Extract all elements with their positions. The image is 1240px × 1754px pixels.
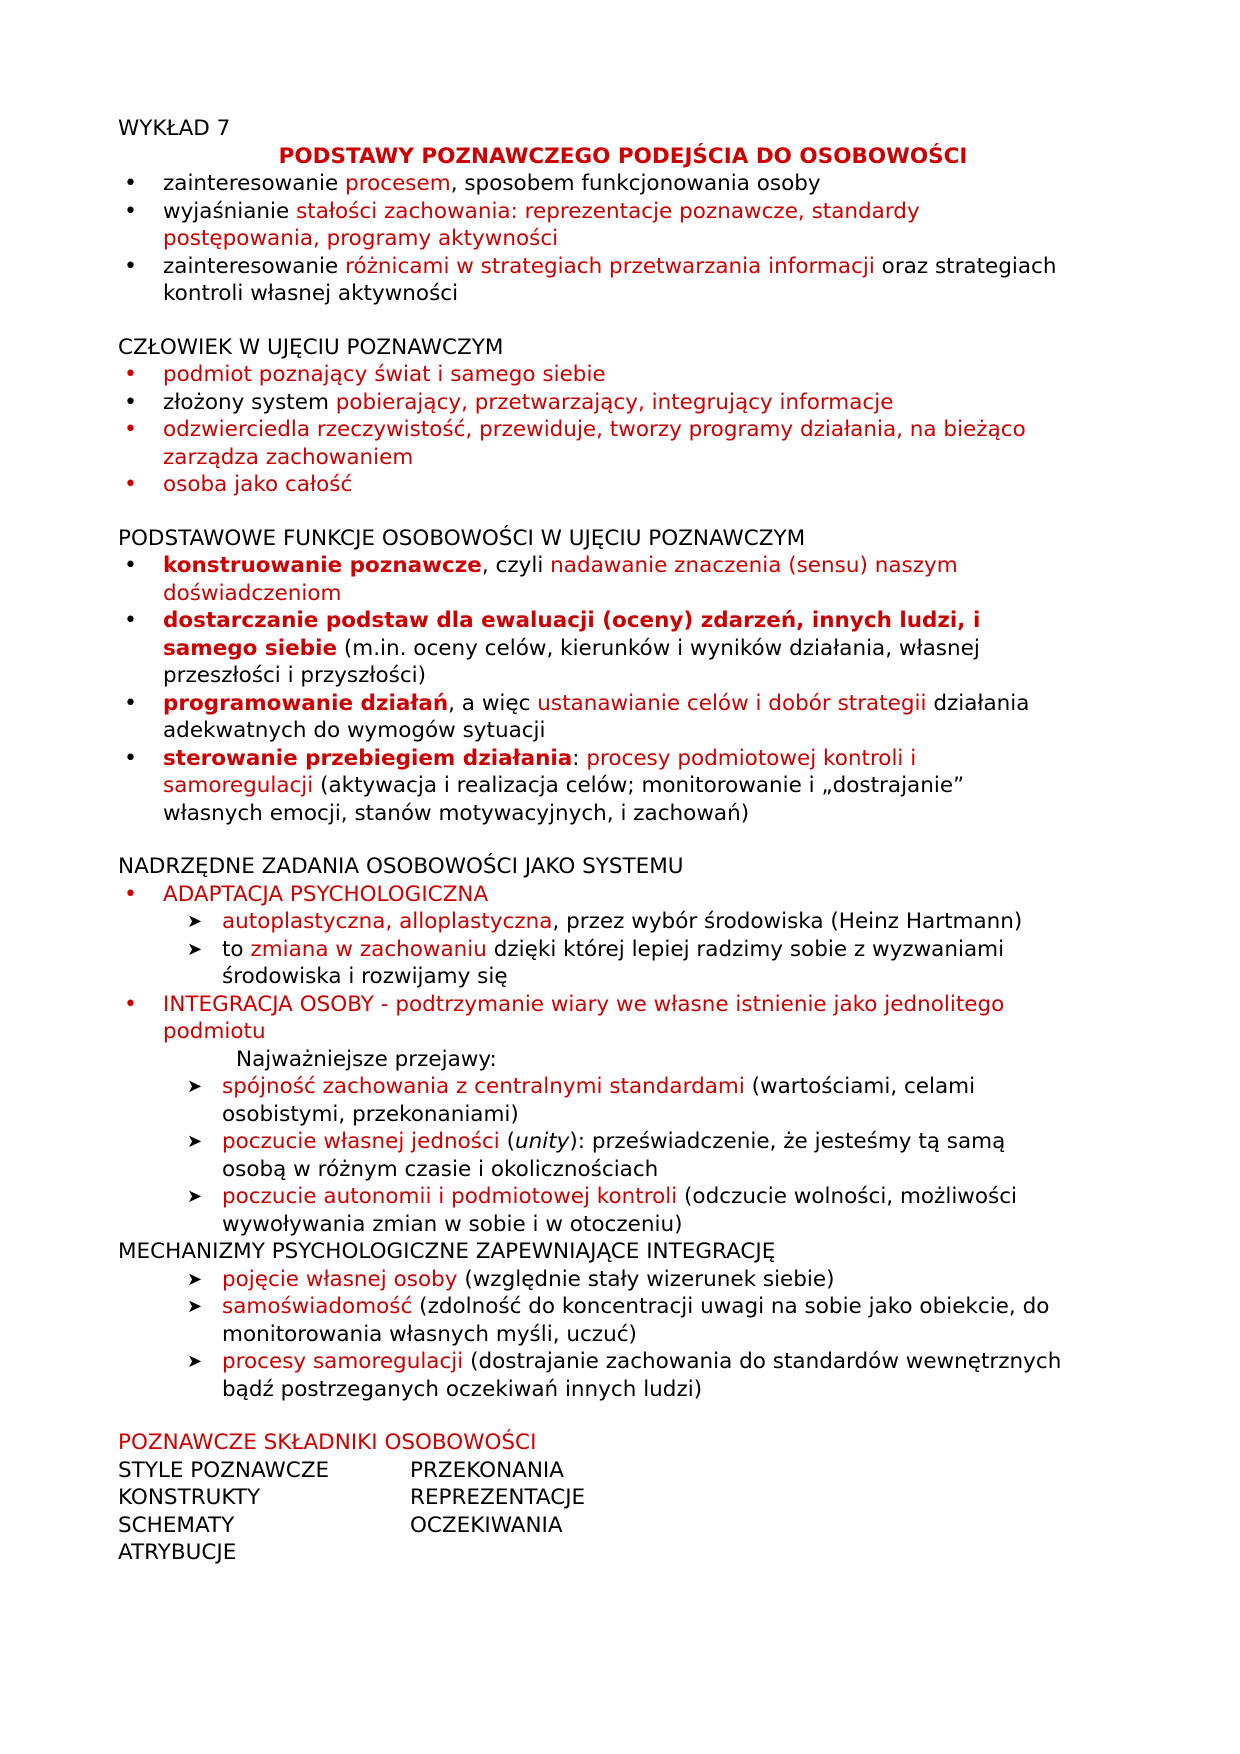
task-label: podmiotu: [163, 1019, 266, 1044]
section-components: [118, 1429, 1128, 1567]
highlight-text: samoregulacji: [163, 773, 314, 798]
highlight-text: procesem: [345, 171, 451, 196]
section-functions: [118, 525, 1128, 828]
intro-list: [118, 170, 1128, 308]
list-item: • osoba jako całość: [118, 471, 1128, 499]
item-text: , a więc: [448, 690, 538, 716]
item-text: , przez wybór środowiska (Heinz Hartmann): [552, 909, 1023, 934]
component-cell: PRZEKONANIA: [410, 1457, 564, 1483]
adaptation-sublist: [118, 908, 1128, 991]
list-item: [118, 1293, 1128, 1348]
item-text: (dostrajanie zachowania do standardów wewnętrznych: [463, 1349, 1062, 1374]
list-item: [118, 198, 1128, 253]
item-text: monitorowania własnych myśli, uczuć): [222, 1321, 637, 1347]
section-tasks: [118, 853, 1128, 1238]
list-item: [118, 881, 1128, 909]
item-text: (odczucie wolności, możliwości: [677, 1184, 1018, 1209]
bold-term: samego siebie: [163, 635, 338, 661]
document-title: PODSTAWY POZNAWCZEGO PODEJŚCIA DO OSOBOWOŚCI: [278, 143, 968, 169]
item-text: złożony system: [163, 389, 336, 415]
person-list: [118, 361, 1128, 499]
item-text: ): przeświadczenie, że jesteśmy tą samą: [569, 1129, 1006, 1154]
item-text: kontroli własnej aktywności: [163, 281, 459, 306]
section-heading: POZNAWCZE SKŁADNIKI OSOBOWOŚCI: [118, 1430, 537, 1455]
highlight-text: doświadczeniom: [163, 580, 342, 606]
item-text: zainteresowanie: [163, 171, 346, 196]
item-text: środowiska i rozwijamy się: [222, 964, 508, 989]
section-heading: PODSTAWOWE FUNKCJE OSOBOWOŚCI W UJĘCIU POZNAWCZYM: [118, 525, 806, 551]
highlight-text: pobierający, przetwarzający, integrujący informacje: [335, 389, 894, 415]
highlight-text: procesy podmiotowej kontroli i: [586, 745, 917, 771]
item-text: oraz strategiach: [874, 253, 1057, 279]
document-page: [118, 115, 1128, 1567]
list-item: [118, 1348, 1128, 1403]
lecture-label: WYKŁAD 7: [118, 116, 231, 141]
task-label: • INTEGRACJA OSOBY - podtrzymanie wiary we własne istnienie jako jednolitego: [163, 991, 1005, 1017]
item-text: osobą w różnym czasie i okolicznościach: [222, 1156, 659, 1182]
manifestations-note: Najważniejsze przejawy:: [236, 1046, 497, 1072]
item-text: zarządza zachowaniem: [163, 444, 414, 470]
mechanisms-list: [118, 1266, 1128, 1404]
functions-list: [118, 552, 1128, 827]
list-item: [118, 1266, 1128, 1294]
list-item: [118, 936, 1128, 991]
highlight-text: różnicami w strategiach przetwarzania informacji: [345, 253, 875, 279]
highlight-text: stałości zachowania: reprezentacje poznawcze, standardy: [296, 198, 920, 224]
list-item: [118, 690, 1128, 745]
list-item: • podmiot poznający świat i samego siebie: [118, 361, 1128, 389]
list-item: [118, 253, 1128, 308]
component-cell: ATRYBUCJE: [118, 1540, 237, 1565]
list-item: [118, 745, 1128, 828]
list-item: [118, 416, 1128, 471]
item-text: działania: [926, 690, 1030, 716]
list-item: [118, 1128, 1128, 1183]
tasks-list: [118, 881, 1128, 909]
highlight-text: ustanawianie celów i dobór strategii: [537, 690, 927, 716]
item-text: własnych emocji, stanów motywacyjnych, i zachowań): [163, 800, 750, 826]
list-item: [118, 908, 1128, 936]
item-text: bądź postrzeganych oczekiwań innych ludzi): [222, 1376, 703, 1402]
item-text: (aktywacja i realizacja celów; monitorowanie i „dostrajanie”: [313, 773, 965, 798]
list-item: [118, 1073, 1128, 1128]
item-text: (względnie stały wizerunek siebie): [457, 1266, 835, 1292]
component-cell: REPREZENTACJE: [410, 1485, 586, 1510]
list-item: [118, 991, 1128, 1046]
item-text: wyjaśnianie: [163, 198, 297, 224]
list-item: [118, 1183, 1128, 1238]
list-item: [118, 389, 1128, 417]
bold-term: programowanie działań: [163, 690, 449, 716]
section-person: [118, 334, 1128, 499]
list-item: [118, 170, 1128, 198]
bold-term: sterowanie przebiegiem działania: [163, 745, 573, 771]
highlight-text: poczucie własnej jedności: [222, 1129, 500, 1154]
list-item: [118, 607, 1128, 690]
section-heading: NADRZĘDNE ZADANIA OSOBOWOŚCI JAKO SYSTEMU: [118, 854, 684, 879]
list-item: [118, 552, 1128, 607]
tasks-list-2: [118, 991, 1128, 1046]
section-mechanisms: [118, 1238, 1128, 1403]
highlight-text: poczucie autonomii i podmiotowej kontroli: [222, 1184, 678, 1209]
item-text: adekwatnych do wymogów sytuacji: [163, 718, 546, 743]
item-text: • odzwierciedla rzeczywistość, przewiduje, tworzy programy działania, na bieżąco: [163, 417, 1026, 442]
highlight-text: postępowania, programy aktywności: [163, 226, 559, 251]
item-text: osobistymi, przekonaniami): [222, 1101, 519, 1127]
highlight-text: procesy samoregulacji: [222, 1349, 464, 1374]
section-heading: MECHANIZMY PSYCHOLOGICZNE ZAPEWNIAJĄCE INTEGRACJĘ: [118, 1239, 776, 1264]
bold-term: • dostarczanie podstaw dla ewaluacji (oceny) zdarzeń, innych ludzi, i: [163, 608, 981, 633]
item-text: (zdolność do koncentracji uwagi na sobie jako obiekcie, do: [412, 1294, 1050, 1319]
highlight-text: spójność zachowania z centralnymi standardami: [222, 1074, 745, 1099]
item-text: wywoływania zmian w sobie i w otoczeniu): [222, 1211, 683, 1237]
italic-term: unity: [514, 1129, 570, 1154]
item-text: przeszłości i przyszłości): [163, 663, 427, 688]
item-text: , sposobem funkcjonowania osoby: [450, 171, 821, 196]
bold-term: konstruowanie poznawcze: [163, 553, 482, 578]
task-label: • ADAPTACJA PSYCHOLOGICZNA: [163, 881, 489, 907]
component-cell: KONSTRUKTY: [118, 1485, 261, 1510]
section-heading: CZŁOWIEK W UJĘCIU POZNAWCZYM: [118, 334, 504, 360]
highlight-text: pojęcie własnej osoby: [222, 1266, 458, 1292]
item-text: to: [222, 936, 251, 962]
highlight-text: autoplastyczna, alloplastyczna: [222, 909, 553, 934]
highlight-text: samoświadomość: [222, 1294, 413, 1319]
component-cell: OCZEKIWANIA: [410, 1512, 563, 1538]
highlight-text: nadawanie znaczenia (sensu) naszym: [550, 553, 958, 578]
component-cell: STYLE POZNAWCZE: [118, 1457, 330, 1483]
component-cell: SCHEMATY: [118, 1512, 235, 1538]
item-text: (wartościami, celami: [744, 1074, 976, 1099]
item-text: , czyli: [481, 553, 551, 578]
item-text: dzięki której lepiej radzimy sobie z wyzwaniami: [486, 936, 1005, 962]
integration-sublist: [118, 1073, 1128, 1238]
item-text: (: [499, 1129, 515, 1154]
item-text: (m.in. oceny celów, kierunków i wyników działania, własnej: [337, 635, 980, 661]
item-text: :: [572, 745, 587, 771]
item-text: zainteresowanie: [163, 253, 346, 279]
components-grid: [118, 1457, 1128, 1567]
highlight-text: zmiana w zachowaniu: [250, 936, 487, 962]
